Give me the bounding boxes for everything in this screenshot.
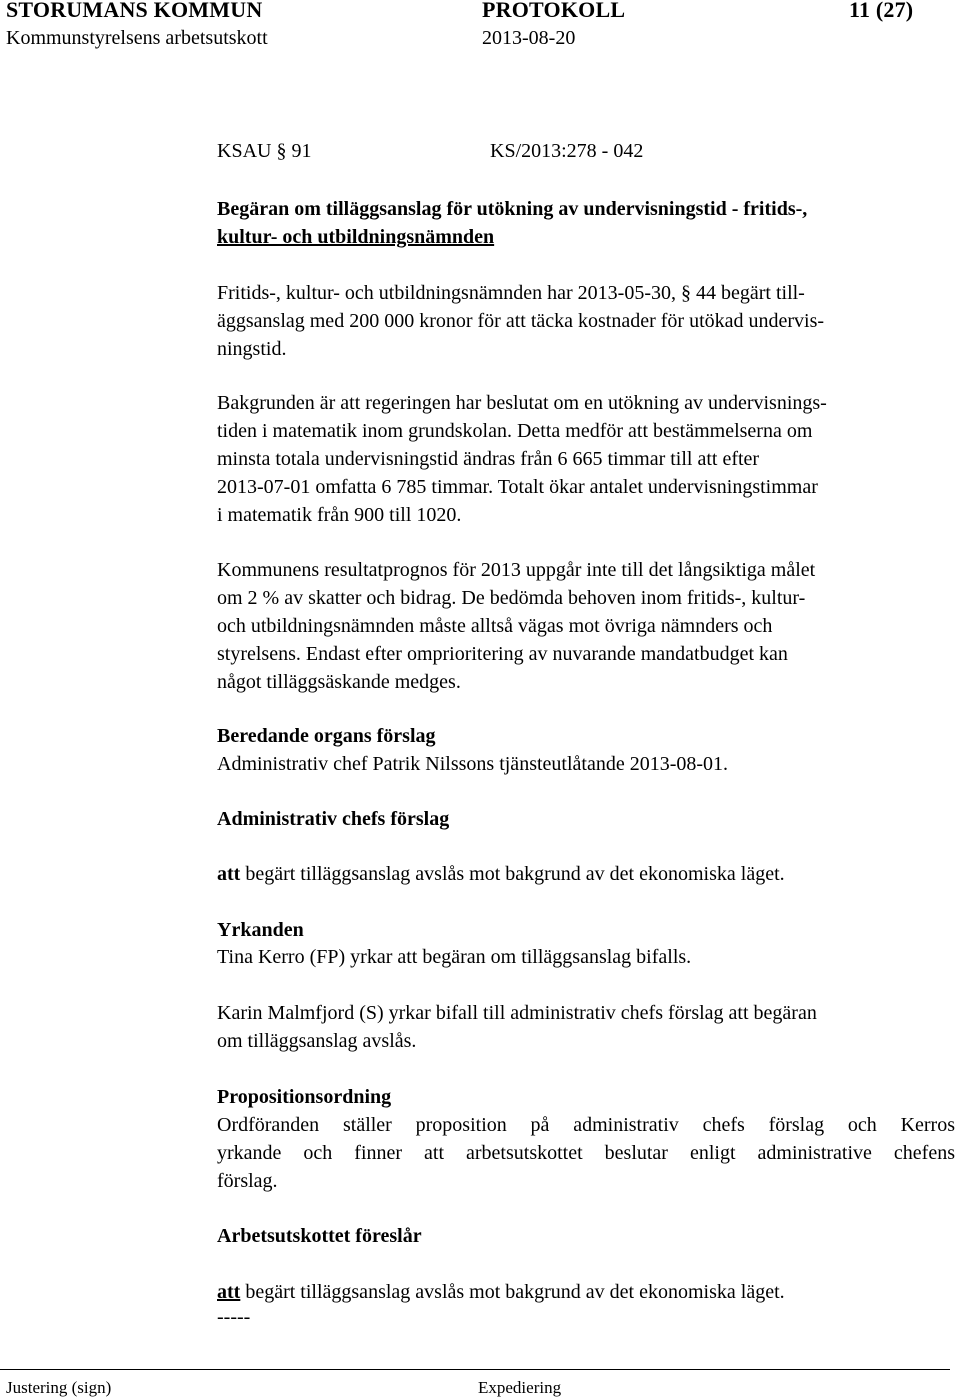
- case-title-line-2: kultur- och utbildningsnämnden: [217, 226, 495, 248]
- footer-divider: [0, 1369, 950, 1370]
- para2-line-3: minsta totala undervisningstid ändras från 6 665 timmar till att efter: [217, 448, 760, 470]
- heading-beredande: Beredande organs förslag: [217, 725, 436, 747]
- para3-line-5: något tilläggsäskande medges.: [217, 671, 461, 693]
- heading-admin-forslag: Administrativ chefs förslag: [217, 808, 450, 830]
- document-type: PROTOKOLL: [482, 0, 626, 22]
- case-reference: KS/2013:278 - 042: [490, 140, 644, 162]
- yrkande-line-1: Tina Kerro (FP) yrkar att begäran om tilläggsanslag bifalls.: [217, 946, 692, 968]
- case-title-line-1: Begäran om tilläggsanslag för utökning av undervisningstid - fritids-,: [217, 198, 808, 220]
- para3-line-2: om 2 % av skatter och bidrag. De bedömda behoven inom fritids-, kultur-: [217, 587, 806, 609]
- para1-line-2: äggsanslag med 200 000 kronor för att täcka kostnader för utökad undervis-: [217, 310, 825, 332]
- footer-expediering: Expediering: [478, 1378, 562, 1397]
- heading-yrkanden: Yrkanden: [217, 919, 304, 941]
- page-number: 11 (27): [849, 0, 914, 22]
- para2-line-1: Bakgrunden är att regeringen har beslutat om en utökning av undervisnings-: [217, 392, 827, 414]
- para3-line-4: styrelsens. Endast efter omprioritering av nuvarande mandatbudget kan: [217, 643, 788, 665]
- yrkande-line-2: Karin Malmfjord (S) yrkar bifall till administrativ chefs förslag att begäran: [217, 1002, 817, 1024]
- proposition-line-3: förslag.: [217, 1170, 278, 1192]
- para1-line-1: Fritids-, kultur- och utbildningsnämnden har 2013-05-30, § 44 begärt till-: [217, 282, 805, 304]
- yrkande-line-3: om tilläggsanslag avslås.: [217, 1030, 417, 1052]
- para1-line-3: ningstid.: [217, 338, 287, 360]
- para3-line-1: Kommunens resultatprognos för 2013 uppgår inte till det långsiktiga målet: [217, 559, 816, 581]
- organization-name: STORUMANS KOMMUN: [6, 0, 263, 22]
- proposition-line-1: Ordföranden ställer proposition på administrativ chefs förslag och Kerros: [217, 1114, 955, 1136]
- heading-arbetsutskottet: Arbetsutskottet föreslår: [217, 1225, 422, 1247]
- footer-justering: Justering (sign): [6, 1378, 112, 1397]
- proposition-line-2: yrkande och finner att arbetsutskottet beslutar enligt administrative chefens: [217, 1142, 955, 1164]
- case-number: KSAU § 91: [217, 140, 312, 162]
- meeting-date: 2013-08-20: [482, 27, 576, 49]
- heading-proposition: Propositionsordning: [217, 1086, 392, 1108]
- para2-line-5: i matematik från 900 till 1020.: [217, 504, 462, 526]
- beredande-text: Administrativ chef Patrik Nilssons tjänsteutlåtande 2013-08-01.: [217, 753, 729, 775]
- end-marker: -----: [217, 1306, 251, 1328]
- para2-line-2: tiden i matematik inom grundskolan. Detta medför att bestämmelserna om: [217, 420, 813, 442]
- admin-forslag-text: att begärt tilläggsanslag avslås mot bakgrund av det ekonomiska läget.: [217, 863, 785, 885]
- committee-name: Kommunstyrelsens arbetsutskott: [6, 27, 268, 49]
- para3-line-3: och utbildningsnämnden måste alltså vägas mot övriga nämnders och: [217, 615, 773, 637]
- arbetsutskottet-text: att begärt tilläggsanslag avslås mot bakgrund av det ekonomiska läget.: [217, 1281, 785, 1303]
- para2-line-4: 2013-07-01 omfatta 6 785 timmar. Totalt ökar antalet undervisningstimmar: [217, 476, 818, 498]
